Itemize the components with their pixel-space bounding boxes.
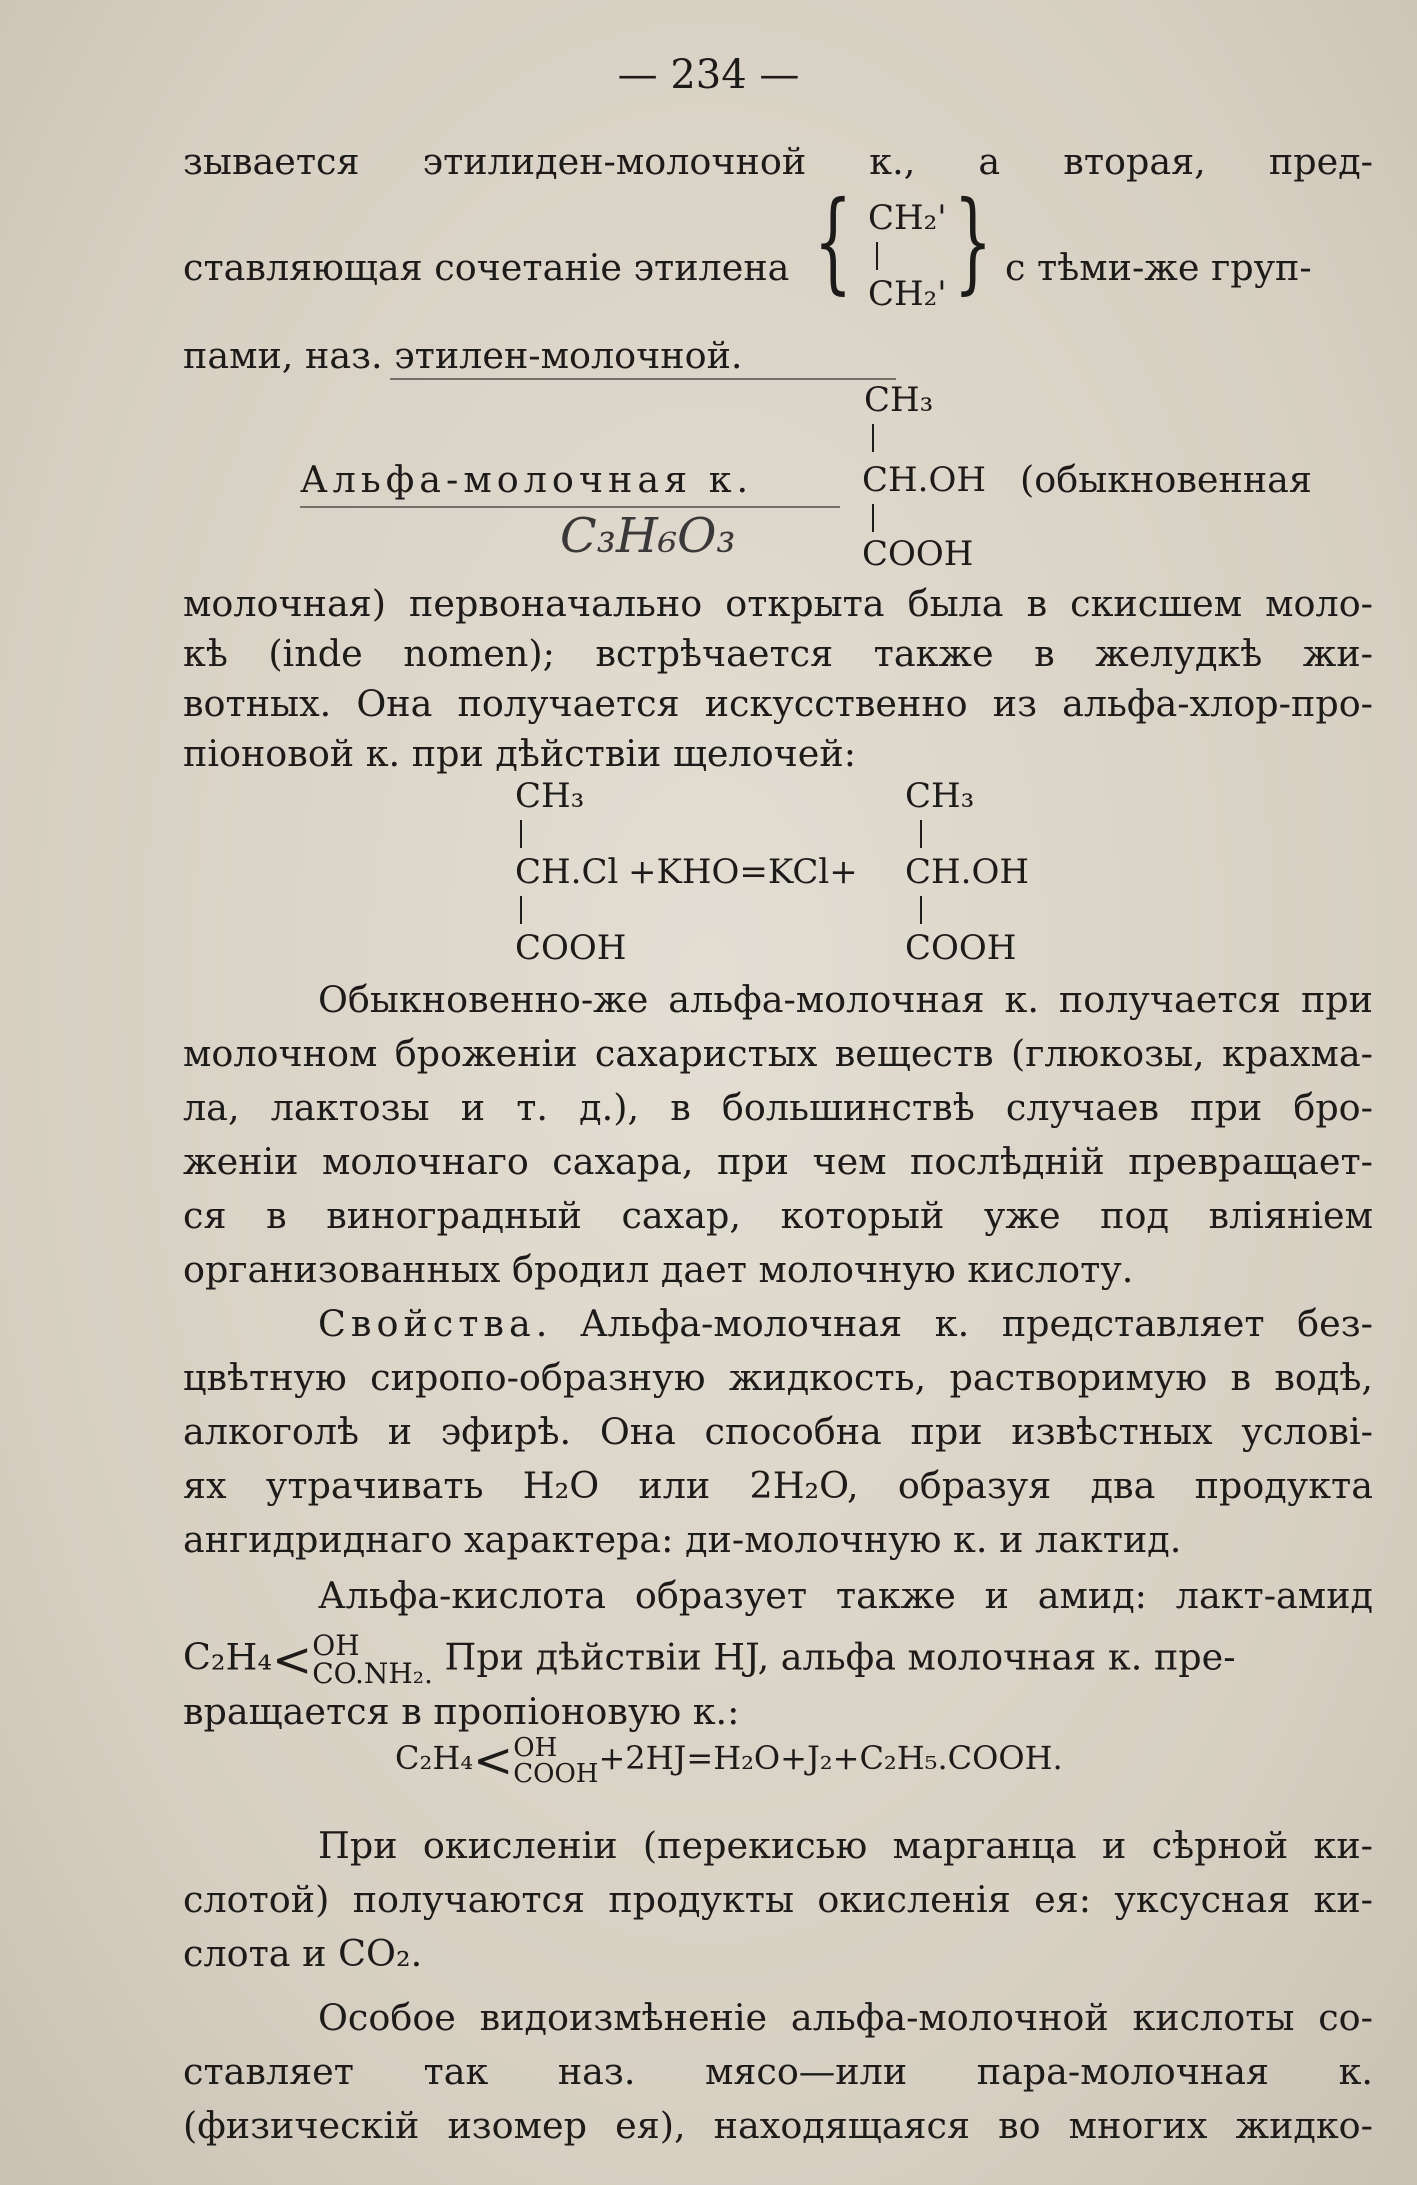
bond-line (872, 504, 874, 532)
bond-line (920, 820, 922, 848)
text-line-1: зывается этилиден-молочной к., а вторая, пред- (183, 140, 1373, 183)
text-line-7: піоновой к. при дѣйствіи щелочей: (183, 732, 857, 775)
p5-line-3: слота и CO₂. (183, 1932, 423, 1975)
eq1-right-top: CH₃ (905, 776, 975, 816)
eq1-left-top: CH₃ (515, 776, 585, 816)
p5-line-2: слотой) получаются продукты окисленія ея: уксусная ки- (183, 1878, 1373, 1921)
p6-line-3: (физическій изомер ея), находящаяся во многих жидко- (183, 2104, 1373, 2147)
eq1-left-mid: CH.Cl (515, 852, 619, 892)
p5-line-1: При окисленіи (перекисью марганца и сѣрной ки- (318, 1824, 1373, 1867)
bond-line (520, 820, 522, 848)
eq2-oh: OH (513, 1732, 558, 1763)
less-than-sign: < (473, 1732, 514, 1789)
ch3-label: CH₃ (864, 380, 934, 420)
text-line-5: кѣ (inde nomen); встрѣчается также в желудкѣ жи- (183, 632, 1373, 675)
eq2-groups (513, 1732, 599, 1789)
eq1-middle: +KHO=KCl+ (628, 852, 858, 892)
bond-line (876, 242, 878, 270)
p6-line-1: Особое видоизмѣненіе альфа-молочной кислоты со- (318, 1996, 1373, 2039)
bond-line (920, 896, 922, 924)
p2-line-3: ла, лактозы и т. д.), в большинствѣ случаев при бро- (183, 1086, 1373, 1129)
eq2-prefix: C₂H₄ (395, 1739, 474, 1777)
p3-line-1: Альфа-молочная к. представляет без- (580, 1302, 1373, 1345)
p3-line-4: ях утрачивать H₂O или 2H₂O, образуя два продукта (183, 1464, 1373, 1507)
cooh-label: COOH (862, 534, 974, 574)
amide-groups (312, 1629, 433, 1690)
p3-heading: Свойства. (318, 1302, 553, 1345)
p4-line-1: Альфа-кислота образует также и амид: лакт-амид (318, 1574, 1373, 1617)
p3-line-3: алкоголѣ и эфирѣ. Она способна при извѣстных услові- (183, 1410, 1373, 1453)
section-heading: Альфа-молочная к. (300, 458, 754, 501)
text-line-6: вотных. Она получается искусственно из альфа-хлор-про- (183, 682, 1373, 725)
amide-rest: При дѣйствіи HJ, альфа молочная к. пре- (444, 1635, 1236, 1679)
amide-oh: OH (312, 1629, 360, 1662)
right-brace: } (953, 177, 993, 305)
p3-line-2: цвѣтную сиропо-образную жидкость, растворимую в водѣ, (183, 1356, 1373, 1399)
text-line-2b: с тѣми-же груп- (1005, 246, 1312, 289)
p2-line-4: женіи молочнаго сахара, при чем послѣдній превращает- (183, 1140, 1373, 1183)
p4-line-3: вращается в пропіоновую к.: (183, 1690, 740, 1733)
eq1-right-bot: COOH (905, 928, 1017, 968)
eq1-left-bot: COOH (515, 928, 627, 968)
eq1-right-mid: CH.OH (905, 852, 1029, 892)
p2-line-6: организованных бродил дает молочную кислоту. (183, 1248, 1134, 1291)
left-brace: { (813, 177, 853, 305)
less-than-sign: < (272, 1632, 313, 1688)
eq2-rest: +2HJ=H₂O+J₂+C₂H₅.COOH. (598, 1739, 1063, 1777)
ch2-bottom: CH₂' (868, 274, 947, 314)
eq2-cooh: COOH (513, 1758, 599, 1789)
text-line-2a: ставляющая сочетаніе этилена (183, 246, 790, 289)
chon-label: CH.OH (862, 460, 986, 500)
obyknov-text: (обыкновенная (1020, 458, 1312, 501)
bond-line (872, 424, 874, 452)
text-line-4: молочная) первоначально открыта была в скисшем моло- (183, 582, 1373, 625)
bond-line (520, 896, 522, 924)
amide-formula: C₂H₄ (183, 1635, 273, 1679)
p3-line-5: ангидриднаго характера: ди-молочную к. и лактид. (183, 1518, 1182, 1561)
p6-line-2: ставляет так наз. мясо—или пара-молочная к. (183, 2050, 1373, 2093)
eq2 (395, 1728, 1063, 1791)
p2-line-5: ся в виноградный сахар, который уже под вліяніем (183, 1194, 1373, 1237)
p4-line-2 (183, 1629, 1373, 1690)
text-line-3: пами, наз. этилен-молочной. (183, 334, 743, 377)
page-number: — 234 — (617, 52, 800, 98)
pencil-underline (390, 378, 896, 380)
p2-line-1: Обыкновенно-же альфа-молочная к. получается при (318, 978, 1373, 1021)
ch2-top: CH₂' (868, 198, 947, 238)
p2-line-2: молочном броженіи сахаристых веществ (глюкозы, крахма- (183, 1032, 1373, 1075)
handwritten-formula: C₃H₆O₃ (560, 508, 736, 564)
amide-conh2: CO.NH₂. (312, 1657, 433, 1690)
